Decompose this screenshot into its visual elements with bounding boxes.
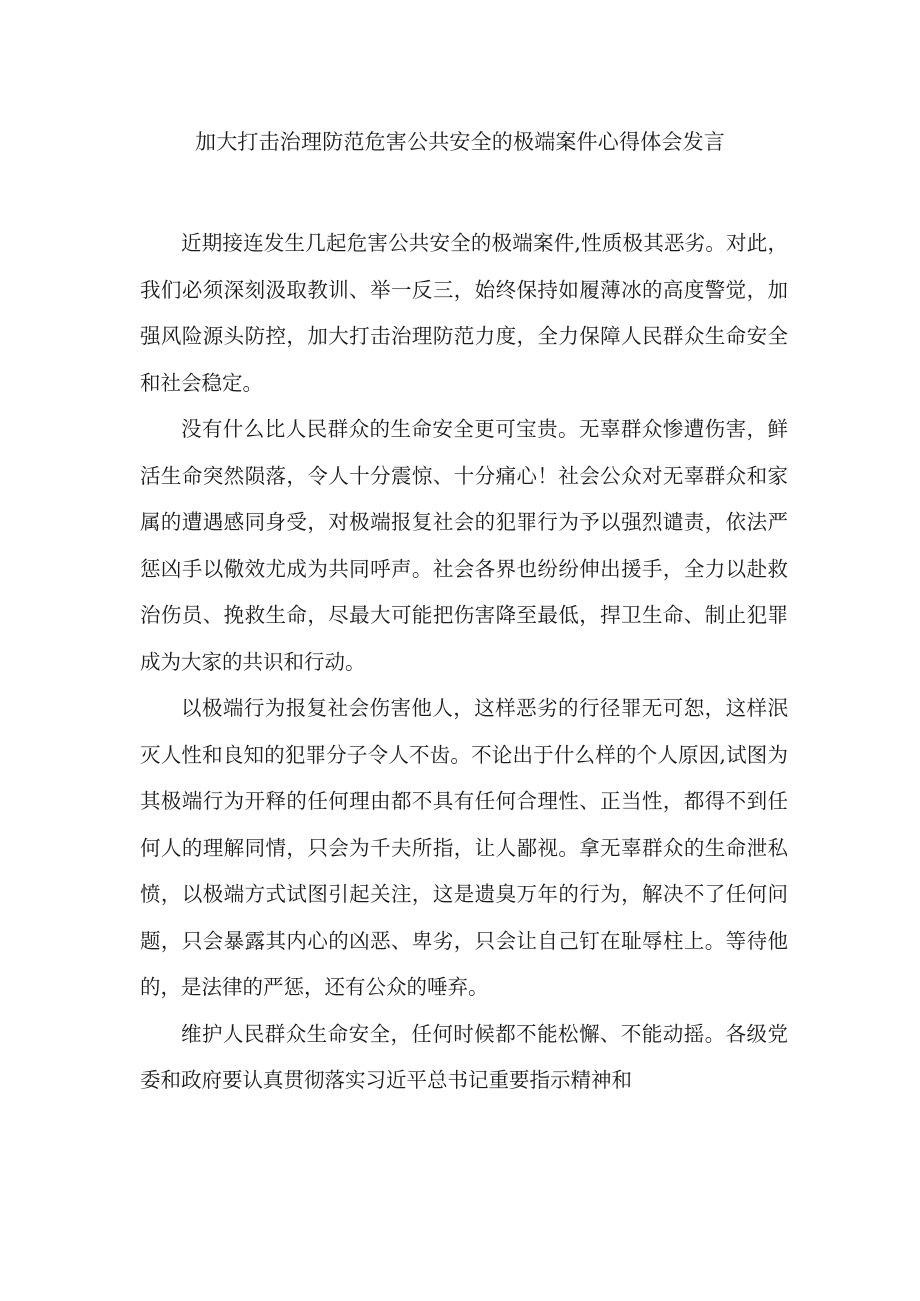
paragraph-2: 没有什么比人民群众的生命安全更可宝贵。无辜群众惨遭伤害，鲜活生命突然陨落，令人十分震惊、十分痛心！社会公众对无辜群众和家属的遭遇感同身受，对极端报复社会的犯罪行为予以强烈谴责，依法严惩凶手以儆效尤成为共同呼声。社会各界也纷纷伸出援手，全力以赴救治伤员、挽救生命，尽最大可能把伤害降至最低，捍卫生命、制止犯罪成为大家的共识和行动。 (140, 417, 788, 674)
paragraph-3: 以极端行为报复社会伤害他人，这样恶劣的行径罪无可恕，这样泯灭人性和良知的犯罪分子令人不齿。不论出于什么样的个人原因,试图为其极端行为开释的任何理由都不具有任何合理性、正当性，都得不到任何人的理解同情，只会为千夫所指，让人鄙视。拿无辜群众的生命泄私愤，以极端方式试图引起关注，这是遗臭万年的行为，解决不了任何问题，只会暴露其内心的凶恶、卑劣，只会让自己钉在耻辱柱上。等待他的，是法律的严惩，还有公众的唾弃。 (140, 696, 788, 999)
document-body (140, 220, 788, 1104)
document-title: 加大打击治理防范危害公共安全的极端案件心得体会发言 (195, 130, 725, 154)
paragraph-1: 近期接连发生几起危害公共安全的极端案件,性质极其恶劣。对此，我们必须深刻汲取教训、举一反三，始终保持如履薄冰的高度警觉，加强风险源头防控，加大打击治理防范力度，全力保障人民群众生命安全和社会稳定。 (140, 231, 788, 395)
paragraph-4: 维护人民群众生命安全，任何时候都不能松懈、不能动摇。各级党委和政府要认真贯彻落实习近平总书记重要指示精神和 (140, 1021, 788, 1092)
